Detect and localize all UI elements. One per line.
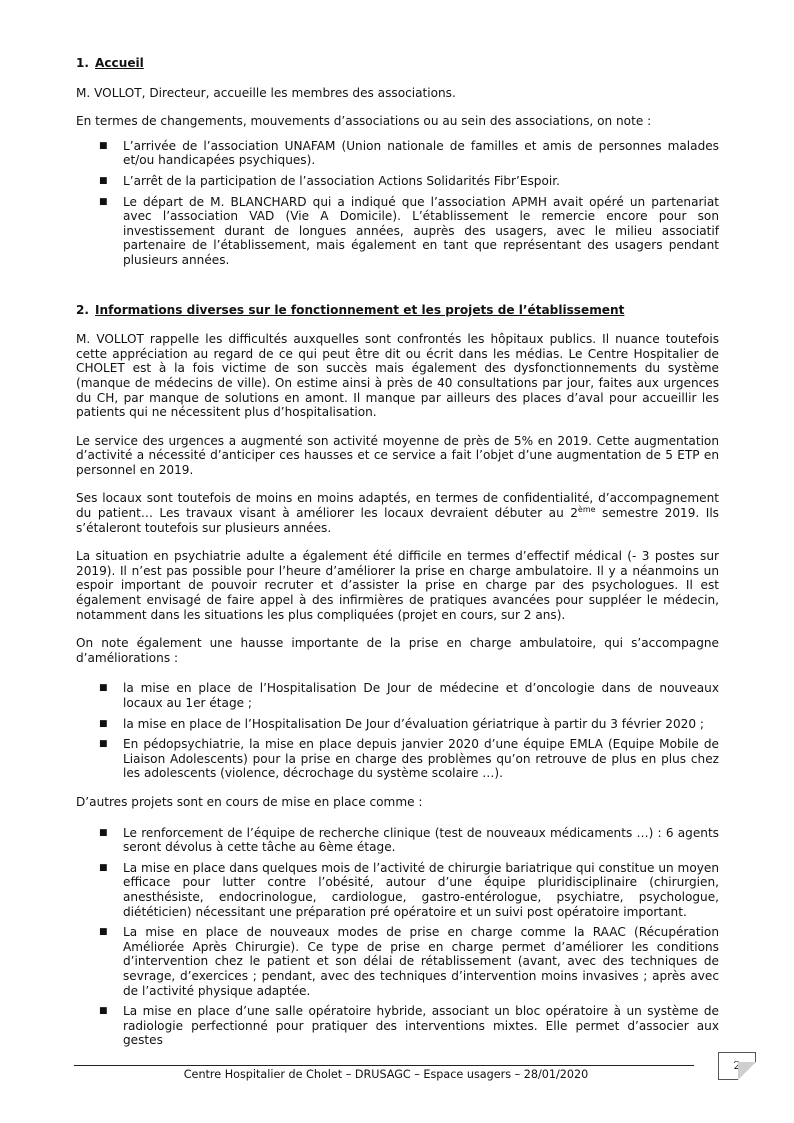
section-2-paragraph: La situation en psychiatrie adulte a également été difficile en termes d’effectif médical (- 3 postes sur 2019). Il n’est pas possible pour l’heure d’améliorer la prise en charge ambulatoire. Il y a néanmoins un espoir important de pouvoir recruter et d’assister la prise en charge par des psychologues. Il est également envisagé de faire appel à des infirmières de pratiques avancées pour suppléer le médecin, notamment dans les situations les plus compliquées (projet en cours, sur 2 ans).	[76, 549, 719, 622]
list-item	[76, 681, 719, 710]
list-item-text: La mise en place d’une salle opératoire hybride, associant un bloc opératoire à un système de radiologie perfectionné pour pratiquer des interventions mixtes. Elle permet d’associer aux gestes	[123, 1004, 719, 1048]
square-bullet-icon: ■	[99, 827, 108, 838]
page-curl-icon	[738, 1062, 756, 1080]
list-item-text: La mise en place dans quelques mois de l’activité de chirurgie bariatrique qui constitue un moyen efficace pour lutter contre l’obésité, autour d’une équipe pluridisciplinaire (chirurgien, anesthésiste, endocrinologue, cardiologue, gastro-entérologue, psychiatre, psychologue, diététicien) nécessitant une préparation pré opératoire et un suivi post opératoire important.	[123, 860, 719, 919]
page-number: 2	[733, 1059, 741, 1072]
list-item	[76, 1004, 719, 1048]
list-item	[76, 925, 719, 998]
footer-divider	[74, 1065, 694, 1066]
square-bullet-icon: ■	[99, 862, 108, 873]
section-2-paragraph: On note également une hausse importante de la prise en charge ambulatoire, qui s’accompagne d’améliorations :	[76, 636, 719, 665]
list-item-text: La mise en place de nouveaux modes de prise en charge comme la RAAC (Récupération Améliorée Après Chirurgie). Ce type de prise en charge permet d’améliorer les conditions d’intervention chez le patient et son délai de rétablissement (avant, avec des techniques de sevrage, d’exercices ; pendant, avec des techniques d’intervention moins invasives ; après avec de l’activité physique adaptée.	[123, 925, 719, 998]
square-bullet-icon: ■	[99, 196, 108, 207]
list-item	[76, 861, 719, 919]
document-body	[76, 56, 719, 1062]
square-bullet-icon: ■	[99, 1006, 108, 1017]
list-item	[76, 737, 719, 781]
square-bullet-icon: ■	[99, 175, 108, 186]
page-footer: Centre Hospitalier de Cholet – DRUSAGC – Espace usagers – 28/01/2020	[183, 1068, 589, 1081]
list-item	[76, 717, 719, 732]
paragraph-text: Ses locaux sont toutefois de moins en moins adaptés, en termes de confidentialité, d’accompagnement du patient… Les travaux visant à améliorer les locaux devraient débuter au 2	[76, 491, 719, 521]
section-2-paragraph: Le service des urgences a augmenté son activité moyenne de près de 5% en 2019. Cette augmentation d’activité a nécessité d’anticiper ces hausses et ce service a fait l’objet d’une augmentation de 5 ETP en personnel en 2019.	[76, 433, 719, 477]
paragraph-text: semestre 2019. Ils s’étaleront toutefois sur plusieurs années.	[76, 506, 719, 535]
section-1-heading	[76, 56, 719, 71]
square-bullet-icon: ■	[99, 927, 108, 938]
section-1-paragraph: M. VOLLOT, Directeur, accueille les membres des associations.	[76, 85, 456, 100]
section-2-paragraph: D’autres projets sont en cours de mise en place comme :	[76, 794, 423, 809]
list-item	[76, 195, 719, 268]
section-2-paragraph: M. VOLLOT rappelle les difficultés auxquelles sont confrontés les hôpitaux publics. Il nuance toutefois cette appréciation au regard de ce qui peut être dit ou écrit dans les médias. Le Centre Hospitalier de CHOLET est à la fois victime de son succès mais également des dysfonctionnements du système (manque de médecins de ville). On estime ainsi à près de 40 consultations par jour, faites aux urgences du CH, par manque de solutions en amont. Il manque par ailleurs des places d’aval pour accueillir les patients qui ne nécessitent plus d’hospitalisation.	[76, 332, 719, 420]
section-1-title: Accueil	[95, 56, 144, 70]
square-bullet-icon: ■	[99, 683, 108, 694]
section-2-bullet-list-a	[76, 681, 719, 781]
section-2-bullet-list-b	[76, 826, 719, 1048]
square-bullet-icon: ■	[99, 739, 108, 750]
list-item-text: la mise en place de l’Hospitalisation De Jour de médecine et d’oncologie dans de nouveaux locaux au 1er étage ;	[123, 681, 719, 710]
list-item	[76, 139, 719, 168]
section-2-title: Informations diverses sur le fonctionnement et les projets de l’établissement	[95, 302, 625, 317]
section-1-bullet-list	[76, 139, 719, 268]
section-2-number: 2.	[76, 302, 90, 317]
list-item-text: En pédopsychiatrie, la mise en place depuis janvier 2020 d’une équipe EMLA (Equipe Mobile de Liaison Adolescents) pour la prise en charge des problèmes qu’on retrouve de plus en plus chez les adolescents (violence, décrochage du système scolaire …).	[123, 737, 719, 781]
list-item-text: L’arrivée de l’association UNAFAM (Union nationale de familles et amis de personnes malades et/ou handicapées psychiques).	[123, 138, 719, 168]
square-bullet-icon: ■	[99, 140, 108, 151]
square-bullet-icon: ■	[99, 718, 108, 729]
page-number-box	[718, 1052, 756, 1080]
section-1-number: 1.	[76, 56, 90, 70]
section-2-heading	[76, 303, 719, 318]
section-2-paragraph	[76, 491, 719, 535]
list-item-text: la mise en place de l’Hospitalisation De Jour d’évaluation gériatrique à partir du 3 février 2020 ;	[123, 716, 704, 731]
section-1-paragraph: En termes de changements, mouvements d’associations ou au sein des associations, on note :	[76, 114, 652, 129]
list-item	[76, 826, 719, 855]
list-item-text: Le départ de M. BLANCHARD qui a indiqué que l’association APMH avait opéré un partenariat avec l’association VAD (Vie A Domicile). L’établissement le remercie encore pour son investissement durant de longues années, auprès des usagers, avec le milieu associatif partenaire de l’établissement, mais également en tant que représentant des usagers pendant plusieurs années.	[123, 194, 719, 267]
list-item	[76, 174, 719, 189]
list-item-text: Le renforcement de l’équipe de recherche clinique (test de nouveaux médicaments …) : 6 agents seront dévolus à cette tâche au 6ème étage.	[123, 825, 719, 855]
list-item-text: L’arrêt de la participation de l’association Actions Solidarités Fibr’Espoir.	[123, 173, 560, 188]
superscript: ème	[577, 505, 596, 515]
